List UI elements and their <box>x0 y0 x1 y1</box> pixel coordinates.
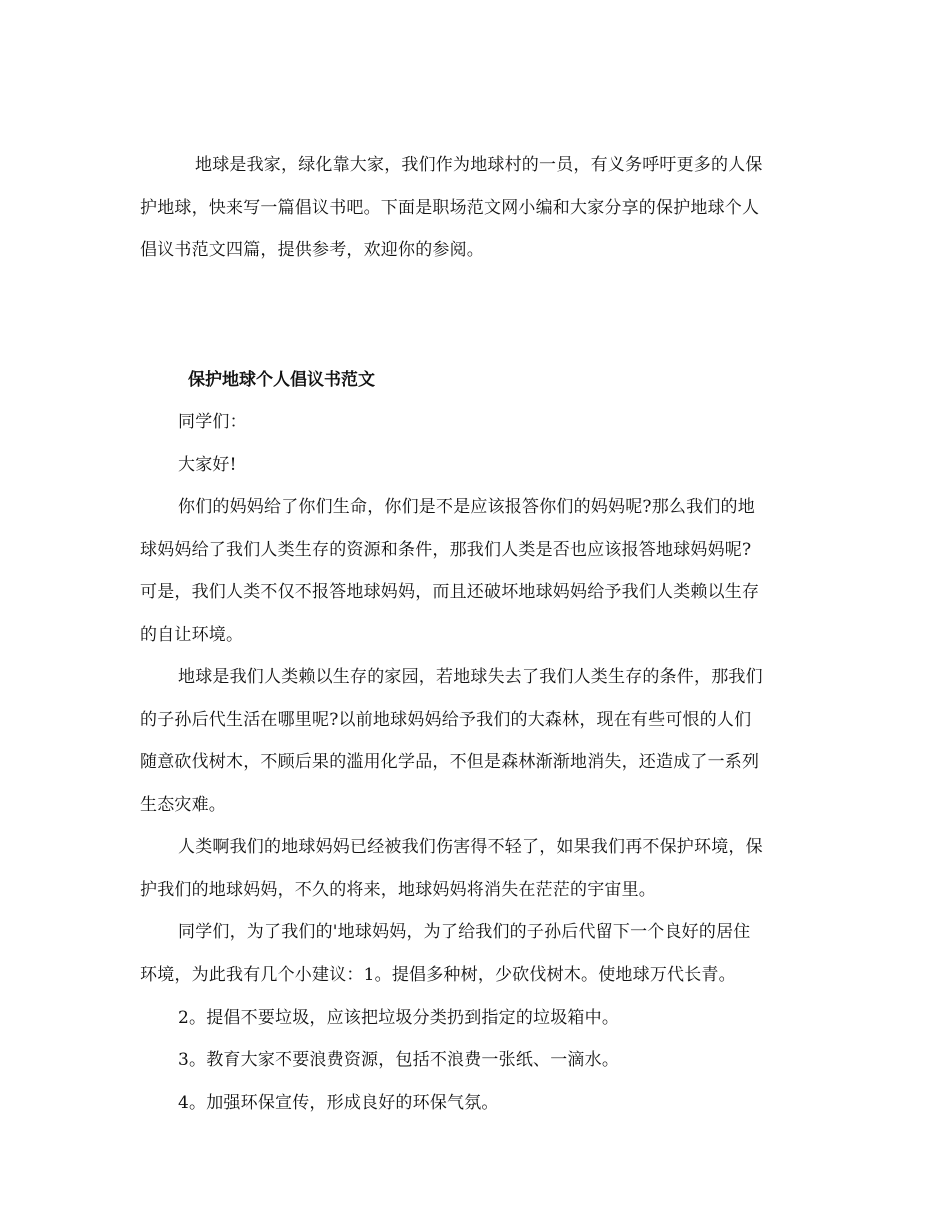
paragraph-2-line-2: 的子孙后代生活在哪里呢?以前地球妈妈给予我们的大森林，现在有些可恨的人们 <box>140 710 752 730</box>
paragraph-1-line-1: 你们的妈妈给了你们生命，你们是不是应该报答你们的妈妈呢?那么我们的地 <box>178 497 755 517</box>
list-item-4: 4。加强环保宣传，形成良好的环保气氛。 <box>178 1093 499 1113</box>
paragraph-2-line-1: 地球是我们人类赖以生存的家园，若地球失去了我们人类生存的条件，那我们 <box>178 667 763 687</box>
intro-line-2: 护地球，快来写一篇倡议书吧。下面是职场范文网小编和大家分享的保护地球个人 <box>140 198 760 218</box>
paragraph-1-line-3: 可是，我们人类不仅不报答地球妈妈，而且还破坏地球妈妈给予我们人类赖以生存 <box>140 582 760 602</box>
list-item-2: 2。提倡不要垃圾，应该把垃圾分类扔到指定的垃圾箱中。 <box>178 1008 620 1028</box>
intro-line-3: 倡议书范文四篇，提供参考，欢迎你的参阅。 <box>140 240 484 260</box>
paragraph-2-line-4: 生态灾难。 <box>140 795 226 815</box>
intro-line-1: 地球是我家，绿化靠大家，我们作为地球村的一员，有义务呼吁更多的人保 <box>195 155 763 175</box>
paragraph-3-line-1: 人类啊我们的地球妈妈已经被我们伤害得不轻了，如果我们再不保护环境，保 <box>178 837 763 857</box>
paragraph-1-line-2: 球妈妈给了我们人类生存的资源和条件，那我们人类是否也应该报答地球妈妈呢? <box>140 540 752 560</box>
paragraph-4-line-1: 同学们，为了我们的'地球妈妈，为了给我们的子孙后代留下一个良好的居住 <box>178 922 751 942</box>
salutation: 大家好! <box>178 455 237 475</box>
paragraph-1-line-4: 的自让环境。 <box>140 625 244 645</box>
section-title: 保护地球个人倡议书范文 <box>188 370 375 390</box>
list-item-3: 3。教育大家不要浪费资源，包括不浪费一张纸、一滴水。 <box>178 1050 620 1070</box>
greeting: 同学们： <box>178 412 247 432</box>
paragraph-4-line-2: 环境，为此我有几个小建议：1。提倡多种树，少砍伐树木。使地球万代长青。 <box>140 965 736 985</box>
paragraph-3-line-2: 护我们的地球妈妈，不久的将来，地球妈妈将消失在茫茫的宇宙里。 <box>140 880 656 900</box>
paragraph-2-line-3: 随意砍伐树木，不顾后果的滥用化学品，不但是森林渐渐地消失，还造成了一系列 <box>140 752 760 772</box>
